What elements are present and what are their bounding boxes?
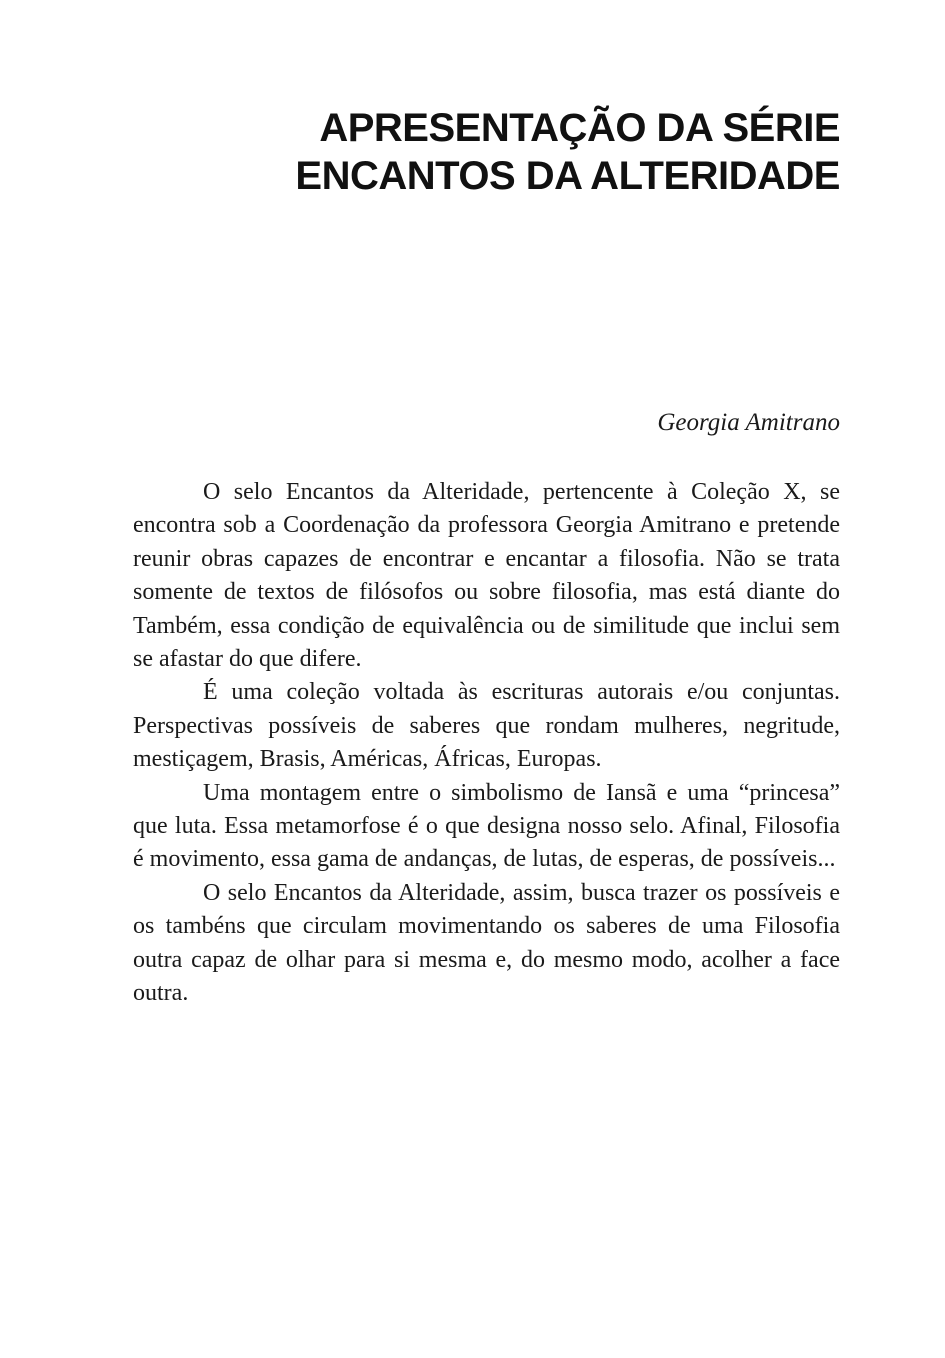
paragraph: O selo Encantos da Alteridade, assim, busca trazer os possíveis e os tambéns que circulam movimentando os saberes de uma Filosofia outra capaz de olhar para si mesma e, do mesmo modo, acolher a face outra. xyxy=(133,879,840,1007)
title-line-2: ENCANTOS DA ALTERIDADE xyxy=(295,154,840,198)
title-line-1: APRESENTAÇÃO DA SÉRIE xyxy=(319,106,840,150)
body-text xyxy=(133,476,840,1011)
paragraph: O selo Encantos da Alteridade, pertencente à Coleção X, se encontra sob a Coordenação da professora Georgia Amitrano e pretende reunir obras capazes de encontrar e encantar a filosofia. Não se trata somente de textos de filósofos ou sobre filosofia, mas está diante do Também, essa condição de equivalência ou de similitude que inclui sem se afastar do que difere. xyxy=(133,479,840,673)
paragraph: É uma coleção voltada às escrituras autorais e/ou conjuntas. Perspectivas possíveis de saberes que rondam mulheres, negritude, mestiçagem, Brasis, Américas, Áfricas, Europas. xyxy=(133,679,840,773)
page-title xyxy=(133,104,840,200)
paragraph: Uma montagem entre o simbolismo de Iansã e uma “princesa” que luta. Essa metamorfose é o que designa nosso selo. Afinal, Filosofia é movimento, essa gama de andanças, de lutas, de esperas, de possíveis... xyxy=(133,779,840,873)
author-name: Georgia Amitrano xyxy=(657,409,840,436)
